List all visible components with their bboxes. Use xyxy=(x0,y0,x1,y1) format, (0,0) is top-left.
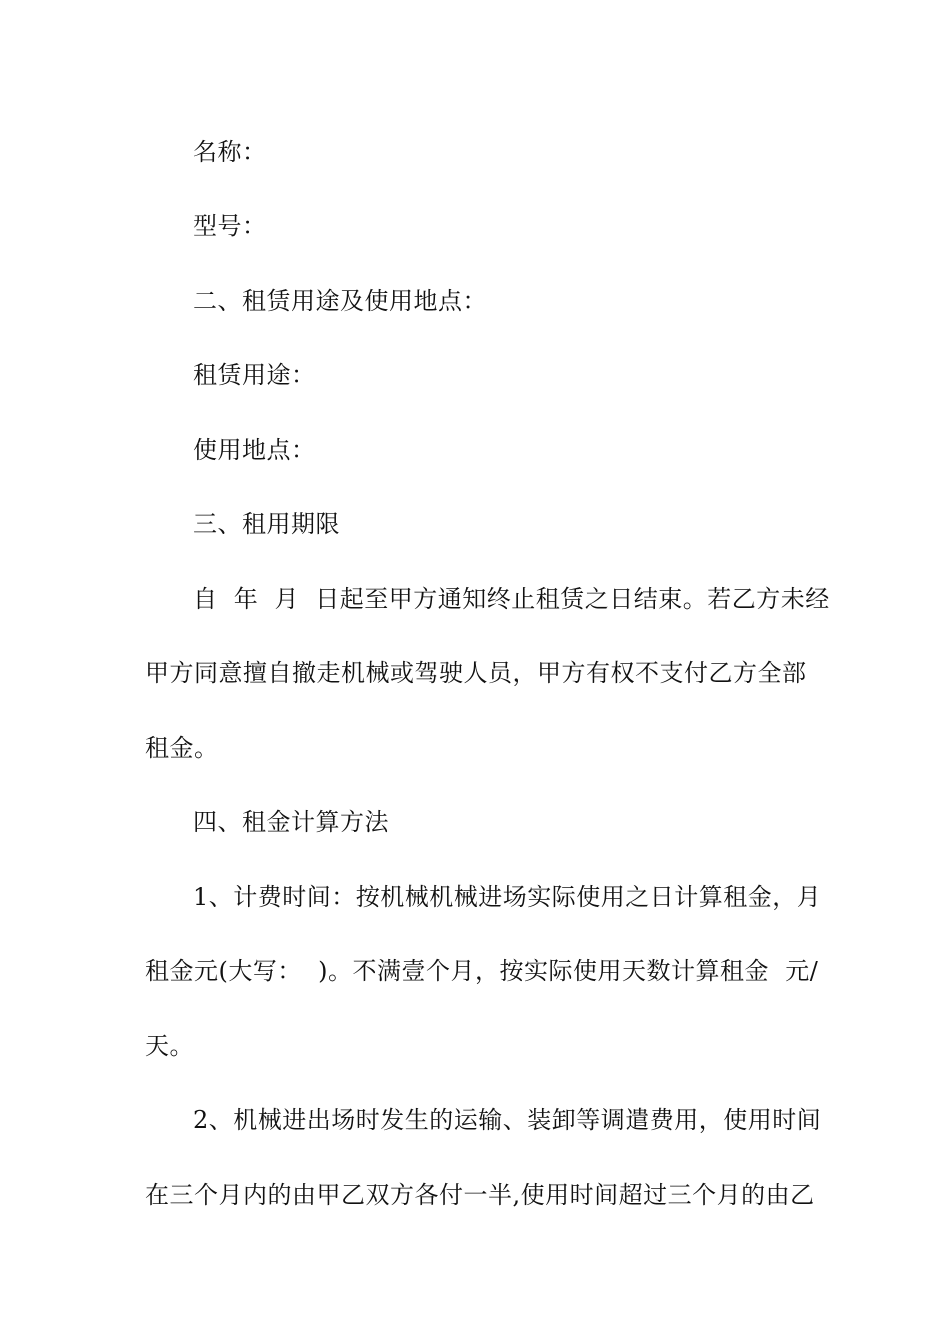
field-model-label: 型号： xyxy=(193,212,267,240)
paragraph-line: 租金。 xyxy=(145,734,219,762)
field-name-label: 名称： xyxy=(193,138,267,166)
paragraph-line: 天。 xyxy=(145,1032,194,1060)
paragraph-line: 2、机械进出场时发生的运输、装卸等调遣费用，使用时间 xyxy=(193,1106,822,1134)
section-4-heading: 四、租金计算方法 xyxy=(193,808,389,836)
paragraph-line: 1、计费时间：按机械机械进场实际使用之日计算租金，月 xyxy=(193,883,822,911)
section-2-heading: 二、租赁用途及使用地点： xyxy=(193,287,487,315)
paragraph-line: 租金元(大写： )。不满壹个月，按实际使用天数计算租金 元/ xyxy=(145,957,819,985)
paragraph-line: 甲方同意擅自撤走机械或驾驶人员，甲方有权不支付乙方全部 xyxy=(145,659,807,687)
field-rental-purpose-label: 租赁用途： xyxy=(193,361,316,389)
paragraph-line: 自 年 月 日起至甲方通知终止租赁之日结束。若乙方未经 xyxy=(193,585,830,613)
field-usage-location-label: 使用地点： xyxy=(193,436,316,464)
paragraph-line: 在三个月内的由甲乙双方各付一半,使用时间超过三个月的由乙 xyxy=(145,1181,815,1209)
section-3-heading: 三、租用期限 xyxy=(193,510,340,538)
